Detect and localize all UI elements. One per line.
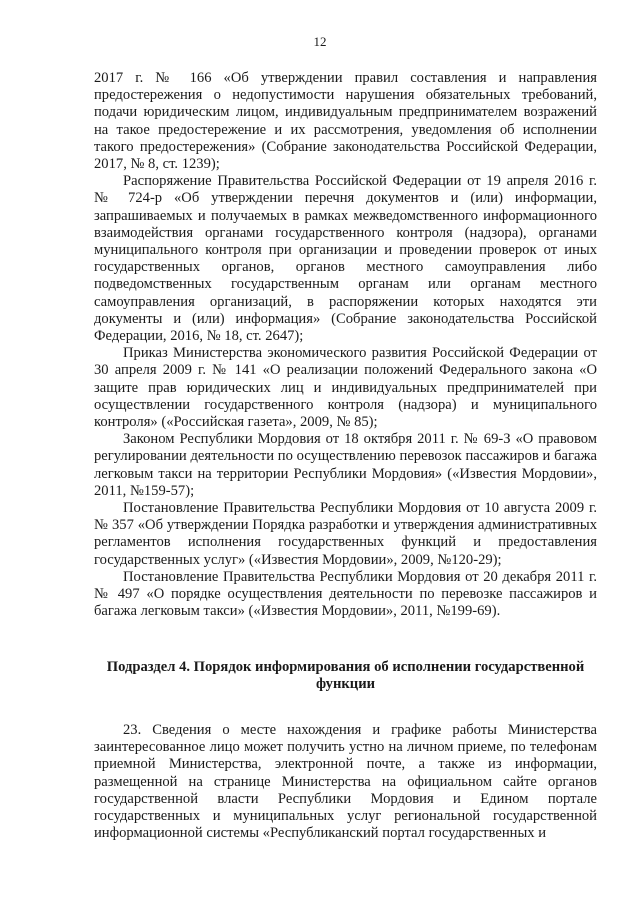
section-body [94, 722, 597, 842]
paragraph-order-141: Приказ Министерства экономического развития Российской Федерации от 30 апреля 2009 г. № 141 «О реализации положений Федерального закона «О защите прав юридических лиц и индивидуальных предпринимателей при осуществлении государственного контроля (надзора) и муниципального контроля» («Российская газета», 2009, № 85); [94, 345, 597, 431]
page-number: 12 [313, 34, 327, 49]
paragraph-order-724-r: Распоряжение Правительства Российской Федерации от 19 апреля 2016 г. № 724-р «Об утверждении перечня документов и (или) информации, запрашиваемых и получаемых в рамках межведомственного информационного взаимодействия органами государственного контроля (надзора), органами муниципального контроля при организации и проведении проверок от иных государственных органов, органов местного самоуправления либо подведомственных государственным органам или органам местного самоуправления организаций, в распоряжении которых находятся эти документы и (или) информация» (Собрание законодательства Российской Федерации, 2016, № 18, ст. 2647); [94, 173, 597, 345]
section-heading: Подраздел 4. Порядок информирования об исполнении государственной функции [106, 658, 585, 692]
paragraph-resolution-497: Постановление Правительства Республики Мордовия от 20 декабря 2011 г. № 497 «О порядке осуществления деятельности по перевозке пассажиров и багажа легковым такси» («Известия Мордовии», 2011, №199-69). [94, 568, 597, 620]
legal-basis-list [94, 70, 597, 621]
paragraph-decree-166-continued: 2017 г. № 166 «Об утверждении правил составления и направления предостережения о недопустимости нарушения обязательных требований, подачи юридическим лицом, индивидуальным предпринимателем возражений на такое предостережение и их рассмотрения, уведомления об исполнении такого предостережения» (Собрание законодательства Российской Федерации, 2017, № 8, ст. 1239); [94, 70, 597, 173]
paragraph-23: 23. Сведения о месте нахождения и графике работы Министерства заинтересованное лицо может получить устно на личном приеме, по телефонам приемной Министерства, электронной почте, а также из информации, размещенной на странице Министерства на официальном сайте органов государственной власти Республики Мордовия и Едином портале государственных и муниципальных услуг региональной государственной информационной системы «Республиканский портал государственных и [94, 721, 597, 842]
paragraph-resolution-357: Постановление Правительства Республики Мордовия от 10 августа 2009 г. № 357 «Об утверждении Порядка разработки и утверждения административных регламентов исполнения государственных функций и предоставления государственных услуг» («Известия Мордовии», 2009, №120-29); [94, 500, 597, 568]
document-body [94, 70, 597, 842]
paragraph-law-69-z: Законом Республики Мордовия от 18 октября 2011 г. № 69-З «О правовом регулировании деятельности по осуществлению перевозок пассажиров и багажа легковым такси на территории Республики Мордовия» («Известия Мордовии», 2011, №159-57); [94, 431, 597, 499]
